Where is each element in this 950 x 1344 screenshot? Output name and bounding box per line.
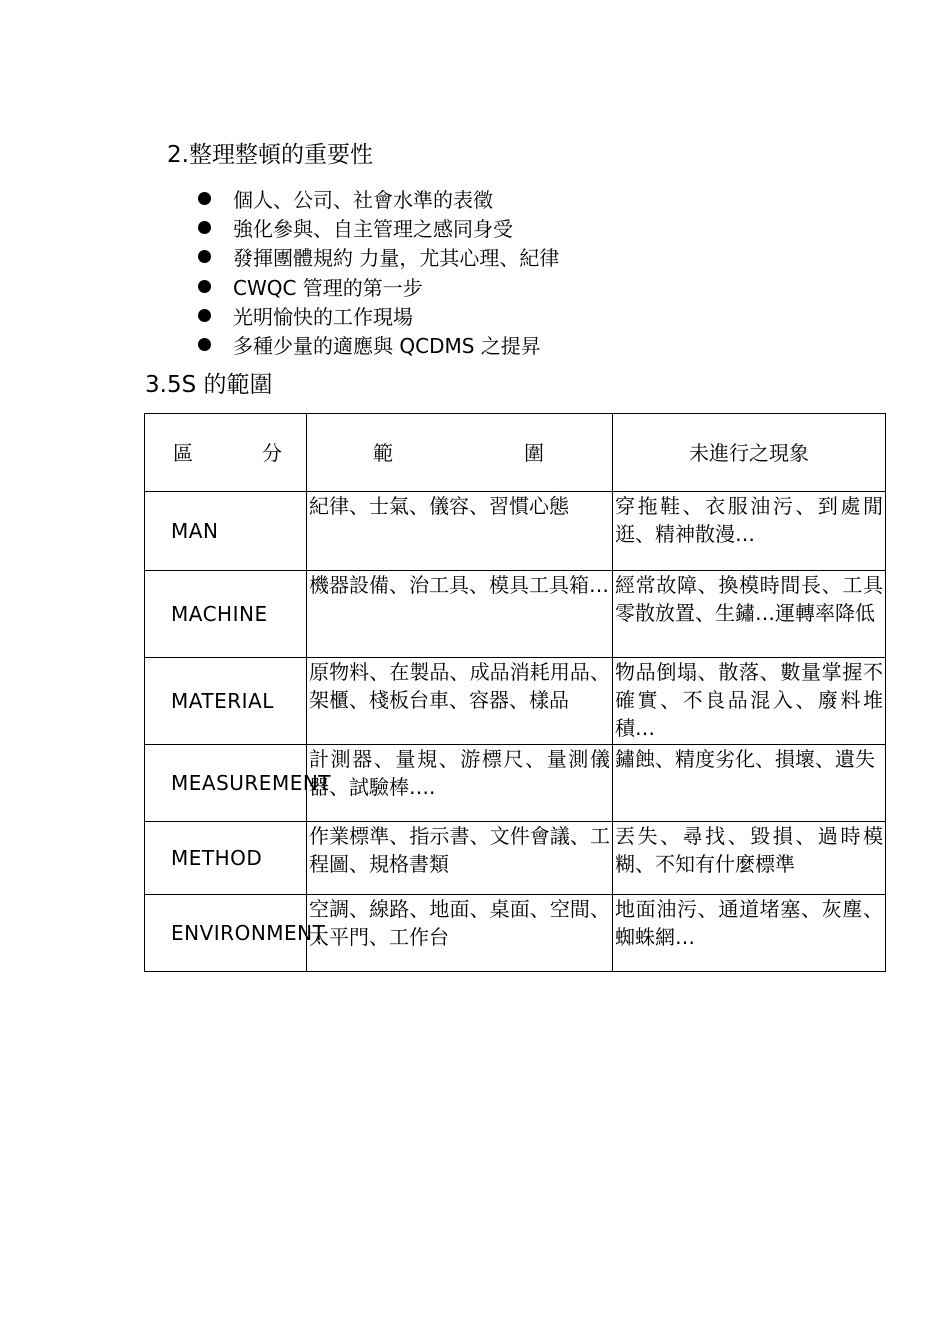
header-range [307, 414, 613, 492]
section2-title: 2.整理整頓的重要性 [167, 142, 373, 168]
row-phenomenon: 經常故障、換模時間長、工具零散放置、生鏽…運轉率降低 [613, 571, 886, 658]
row-phenomenon: 地面油污、通道堵塞、灰塵、蜘蛛網… [613, 895, 886, 972]
table-row [145, 571, 886, 658]
bullet-dot-icon [198, 221, 211, 234]
bullet-dot-icon [198, 309, 211, 322]
row-range: 紀律、士氣、儀容、習慣心態 [307, 492, 613, 571]
header-range-char: 圍 [524, 440, 544, 465]
section3-title: 3.5S 的範圍 [145, 372, 273, 398]
header-phenomenon: 未進行之現象 [613, 414, 886, 492]
bullet-text: 光明愉快的工作現場 [233, 304, 413, 329]
bullet-text: 發揮團體規約 力量，尤其心理、紀律 [233, 246, 560, 271]
row-range: 空調、線路、地面、桌面、空間、太平門、工作台 [307, 895, 613, 972]
bullet-text: 強化參與、自主管理之感同身受 [233, 217, 513, 242]
row-range: 計測器、量規、游標尺、量測儀器、試驗棒…. [307, 745, 613, 822]
row-range: 機器設備、治工具、模具工具箱… [307, 571, 613, 658]
row-category: MAN [145, 492, 307, 571]
table-header-row [145, 414, 886, 492]
header-category-char: 區 [173, 440, 193, 465]
scope-table [144, 413, 886, 972]
row-category: METHOD [145, 822, 307, 895]
bullet-item [194, 242, 559, 271]
row-range: 原物料、在製品、成品消耗用品、架櫃、棧板台車、容器、樣品 [307, 658, 613, 745]
importance-bullet-list [194, 184, 559, 359]
row-category: MATERIAL [145, 658, 307, 745]
bullet-item [194, 213, 559, 242]
bullet-dot-icon [198, 338, 211, 351]
header-category-char: 分 [262, 440, 282, 465]
row-phenomenon: 丟失、尋找、毀損、過時模糊、不知有什麼標準 [613, 822, 886, 895]
table-row [145, 745, 886, 822]
table-row [145, 822, 886, 895]
bullet-item [194, 272, 559, 301]
bullet-text: 多種少量的適應與 QCDMS 之提昇 [233, 334, 541, 359]
header-category [145, 414, 307, 492]
table-row [145, 895, 886, 972]
row-category: ENVIRONMENT [145, 895, 307, 972]
bullet-dot-icon [198, 192, 211, 205]
bullet-dot-icon [198, 280, 211, 293]
table-row [145, 658, 886, 745]
table-row [145, 492, 886, 571]
header-range-char: 範 [373, 440, 393, 465]
bullet-text: CWQC 管理的第一步 [233, 275, 423, 300]
row-phenomenon: 物品倒塌、散落、數量掌握不確實、不良品混入、廢料堆積… [613, 658, 886, 745]
row-category: MACHINE [145, 571, 307, 658]
bullet-item [194, 184, 559, 213]
bullet-item [194, 301, 559, 330]
row-phenomenon: 穿拖鞋、衣服油污、到處閒逛、精神散漫… [613, 492, 886, 571]
bullet-dot-icon [198, 250, 211, 263]
row-category: MEASUREMENT [145, 745, 307, 822]
bullet-item [194, 330, 559, 359]
row-range: 作業標準、指示書、文件會議、工程圖、規格書類 [307, 822, 613, 895]
row-phenomenon: 鏽蝕、精度劣化、損壞、遺失 [613, 745, 886, 822]
bullet-text: 個人、公司、社會水準的表徵 [233, 188, 493, 213]
